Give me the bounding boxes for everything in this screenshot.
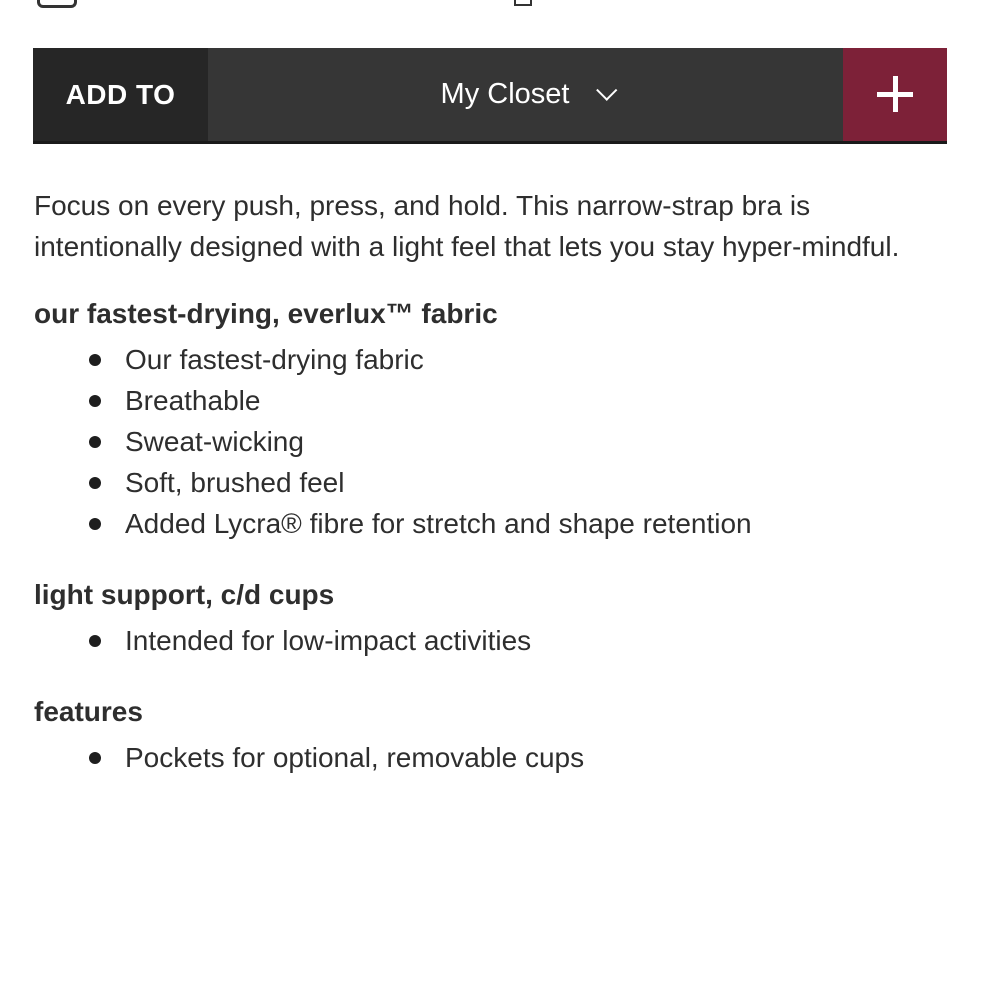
list-item: Our fastest-drying fabric — [125, 339, 934, 380]
bullet-list — [34, 339, 934, 544]
add-to-label: ADD TO — [33, 48, 208, 141]
bullet-list — [34, 737, 934, 778]
bullet-list — [34, 620, 934, 661]
list-item: Breathable — [125, 380, 934, 421]
section-title: our fastest-drying, everlux™ fabric — [34, 298, 498, 329]
top-partial-icons — [0, 0, 1000, 10]
section-title: light support, c/d cups — [34, 579, 335, 610]
product-description — [34, 185, 934, 808]
section-features — [34, 691, 934, 778]
add-to-closet-button[interactable] — [843, 48, 947, 141]
list-item: Pockets for optional, removable cups — [125, 737, 934, 778]
partial-icon — [514, 0, 532, 6]
section-title: features — [34, 696, 143, 727]
description-text: Focus on every push, press, and hold. This narrow-strap bra is intentionally designed with a light feel that lets you stay hyper-mindful. — [34, 190, 900, 262]
partial-icon — [37, 0, 77, 8]
list-item: Intended for low-impact activities — [125, 620, 934, 661]
add-to-list-bar — [33, 48, 947, 144]
selected-list-label: My Closet — [440, 78, 570, 110]
chevron-down-icon — [597, 80, 618, 101]
list-item: Added Lycra® fibre for stretch and shape retention — [125, 503, 934, 544]
closet-list-dropdown[interactable] — [208, 48, 843, 141]
section-support — [34, 574, 934, 661]
section-fabric — [34, 293, 934, 544]
list-item: Sweat-wicking — [125, 421, 934, 462]
list-item: Soft, brushed feel — [125, 462, 934, 503]
